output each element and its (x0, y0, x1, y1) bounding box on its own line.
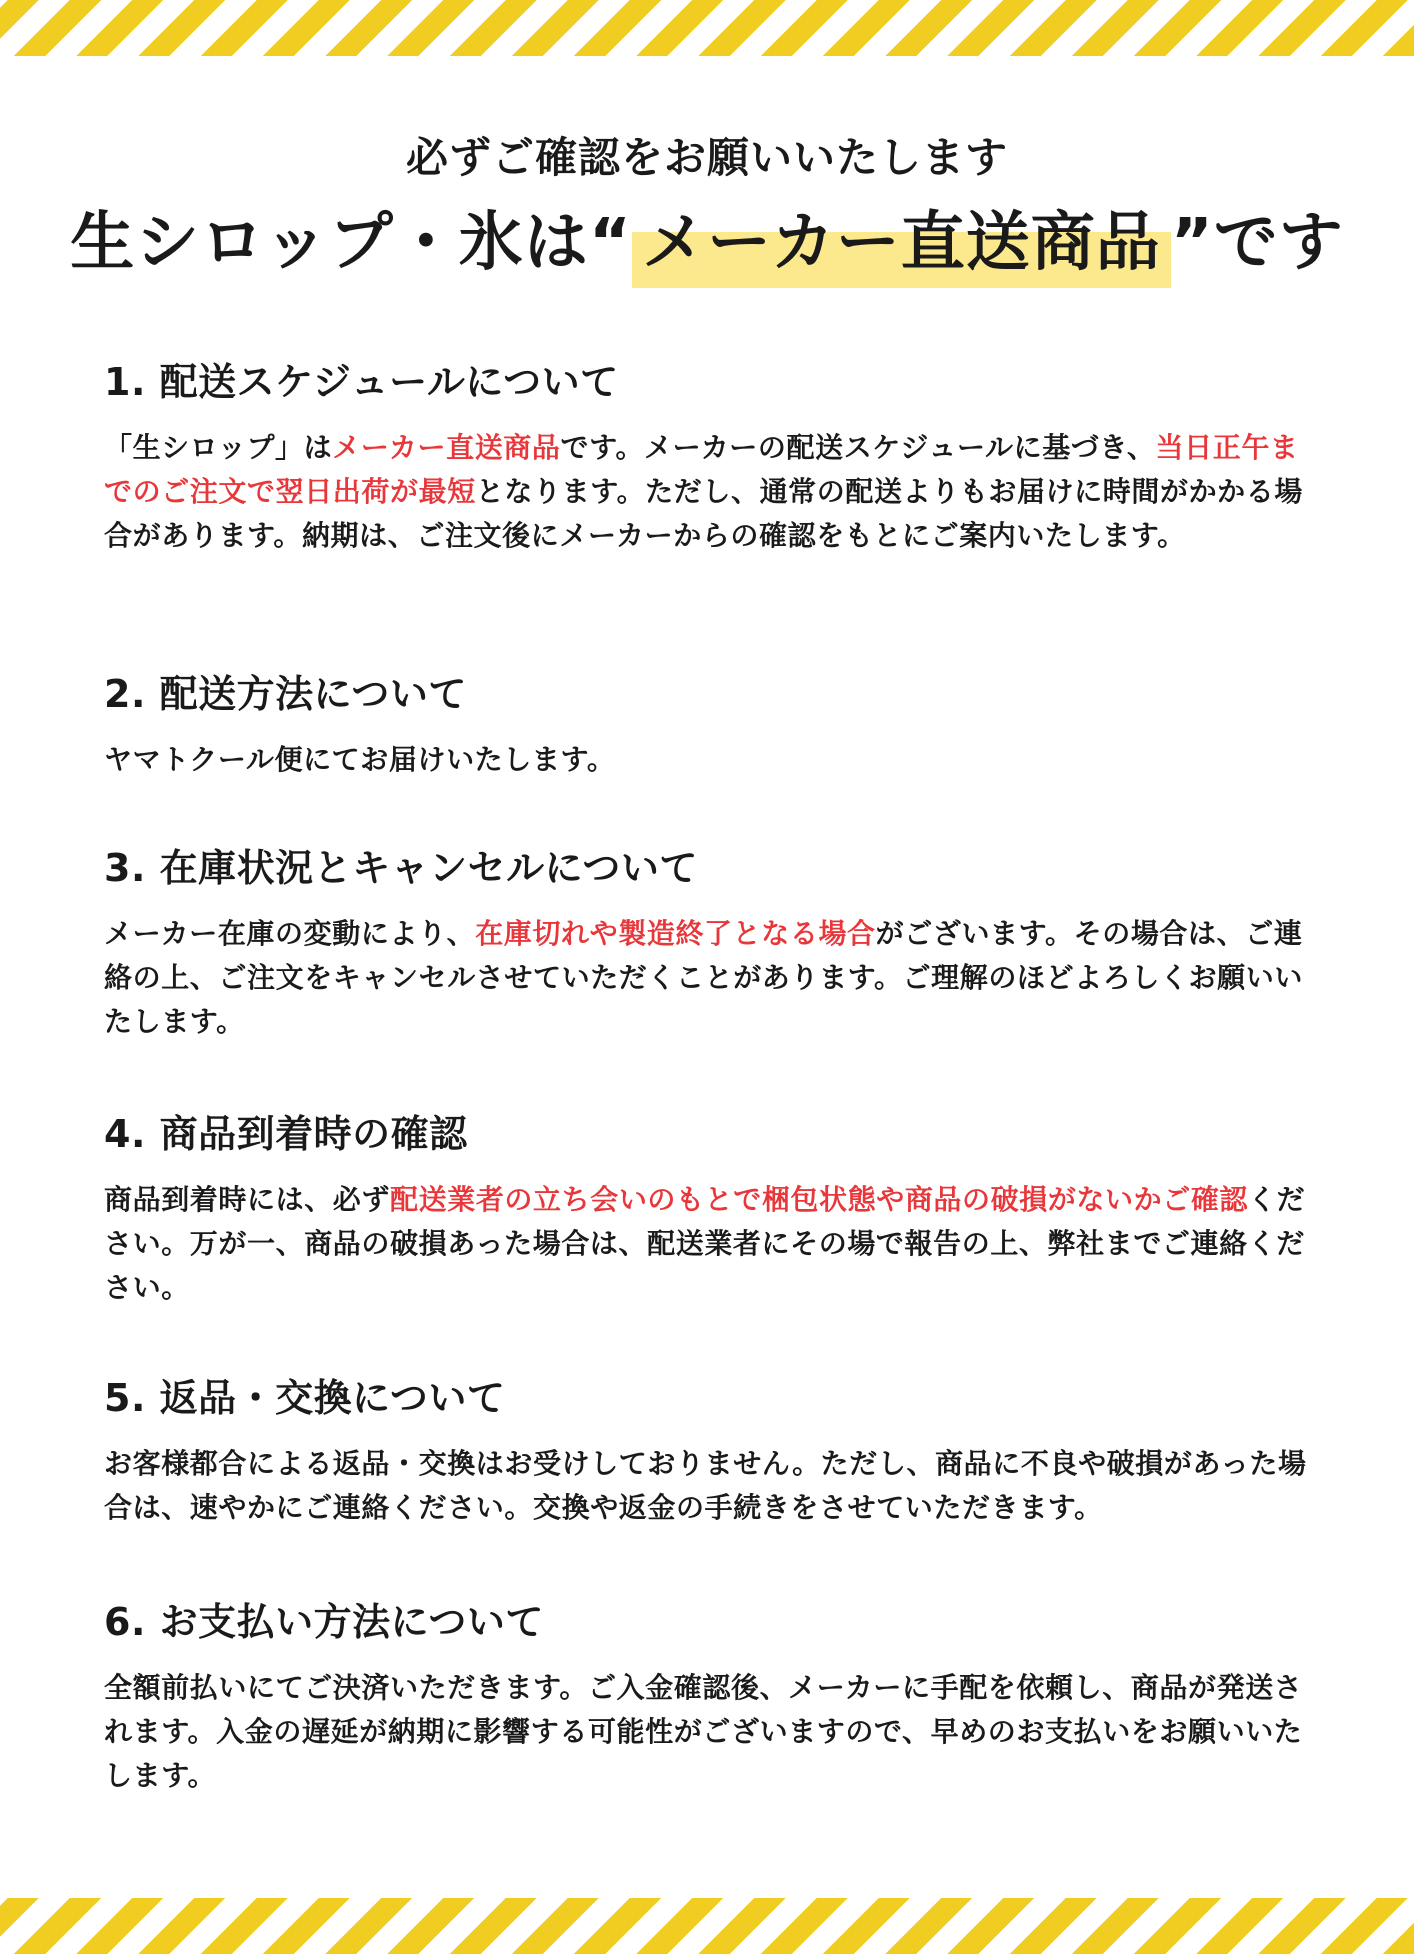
section-body (104, 1666, 1314, 1798)
emphasis-text: メーカー直送商品 (332, 431, 561, 464)
section-returns (104, 1372, 1314, 1530)
section-body (104, 912, 1314, 1044)
section-heading: 2. 配送方法について (104, 672, 467, 716)
section-heading: 3. 在庫状況とキャンセルについて (104, 846, 698, 890)
section-heading: 5. 返品・交換について (104, 1376, 506, 1420)
page-header (0, 128, 1414, 288)
section-delivery-method (104, 668, 1314, 782)
section-body (104, 1442, 1314, 1530)
body-text: 「生シロップ」は (104, 431, 333, 464)
emphasis-text: 配送業者の立ち会いのもとで梱包状態や商品の破損がないかご確認 (390, 1183, 1249, 1216)
body-text: です。メーカーの配送スケジュールに基づき、 (560, 431, 1156, 464)
section-payment (104, 1596, 1314, 1798)
section-heading: 6. お支払い方法について (104, 1600, 544, 1644)
emphasis-text: 在庫切れや製造終了となる場合 (475, 917, 876, 950)
page-subtitle: 必ずご確認をお願いいたします (405, 133, 1008, 182)
section-arrival-check (104, 1108, 1314, 1310)
section-stock-cancel (104, 842, 1314, 1044)
emphasis-text: 当日正午までのご注文で翌日出荷が最短 (104, 431, 1299, 508)
body-text: がございます。その場合は、ご連絡の上、ご注文をキャンセルさせていただくことがあります。ご理解のほどよろしくお願いいたします。 (104, 917, 1303, 1038)
section-body (104, 1178, 1314, 1310)
section-body (104, 426, 1314, 558)
body-text: となります。ただし、通常の配送よりもお届けに時間がかかる場合があります。納期は、ご注文後にメーカーからの確認をもとにご案内いたします。 (104, 475, 1303, 552)
section-heading: 1. 配送スケジュールについて (104, 360, 619, 404)
bottom-caution-stripe (0, 1898, 1414, 1954)
page-title (0, 198, 1414, 288)
section-body (104, 738, 1314, 782)
body-text: 商品到着時には、必ず (104, 1183, 391, 1216)
top-caution-stripe (0, 0, 1414, 56)
body-text: 全額前払いにてご決済いただきます。ご入金確認後、メーカーに手配を依頼し、商品が発送されます。入金の遅延が納期に影響する可能性がございますので、早めのお支払いをお願いいたします。 (104, 1671, 1303, 1792)
title-prefix: 生シロップ・氷は“ (70, 206, 632, 280)
section-delivery-schedule (104, 356, 1314, 558)
body-text: お客様都合による返品・交換はお受けしておりません。ただし、商品に不良や破損があった場合は、速やかにご連絡ください。交換や返金の手続きをさせていただきます。 (104, 1447, 1307, 1524)
body-text: メーカー在庫の変動により、 (104, 917, 476, 950)
section-heading: 4. 商品到着時の確認 (104, 1112, 468, 1156)
body-text: ください。万が一、商品の破損あった場合は、配送業者にその場で報告の上、弊社までご連絡ください。 (104, 1183, 1306, 1304)
body-text: ヤマトクール便にてお届けいたします。 (104, 743, 616, 776)
title-suffix: ”です (1170, 206, 1344, 280)
title-highlight: メーカー直送商品 (632, 206, 1171, 288)
